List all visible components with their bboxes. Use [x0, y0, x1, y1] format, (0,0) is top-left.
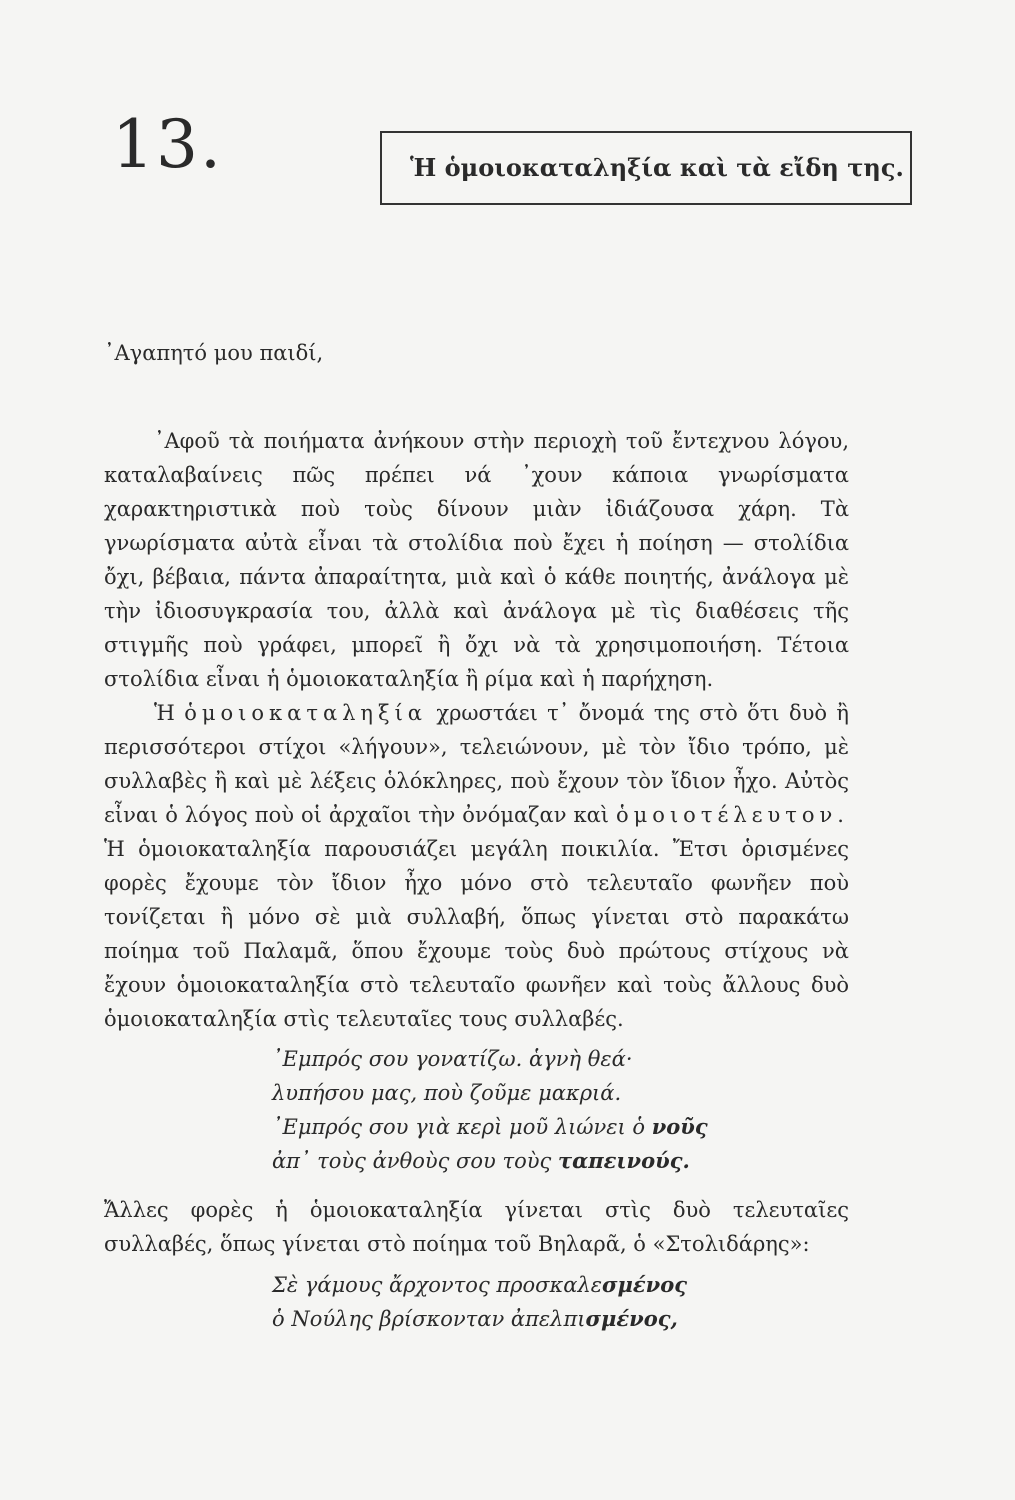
verse-2-line-1	[272, 1268, 687, 1302]
verse-2-line-2-rhyme: σμένος,	[585, 1306, 678, 1331]
verse-1-line-3-rhyme: νοῦς	[651, 1114, 708, 1139]
paragraph-2	[104, 696, 849, 1036]
verse-2-line-1-text: Σὲ γάμους ἄρχοντος προσκαλε	[272, 1273, 603, 1297]
body-text-1	[104, 424, 849, 1036]
verse-1-line-2: λυπήσου μας, ποὺ ζοῦμε μακριά.	[272, 1081, 622, 1105]
term-homoiokatalexia: ὁμοιοκαταληξία	[184, 701, 427, 725]
chapter-title-box	[380, 131, 912, 205]
paragraph-2-text-1: χρωστάει τ᾿ ὄνομά της στὸ ὅτι δυὸ ἢ περισσότεροι στίχοι «λήγουν», τελειώνουν, μὲ τὸν ἴδιο τρόπο, μὲ συλλαβὲς ἢ καὶ μὲ λέξεις ὁλόκληρες, ποὺ ἔχουν τὸν ἴδιον ἦχο. Αὐτὸς εἶναι ὁ λόγος ποὺ οἱ ἀρχαῖοι τὴν ὀνόμαζαν καὶ	[104, 701, 849, 827]
salutation: ᾿Αγαπητό μου παιδί,	[104, 341, 324, 365]
verse-1-line-3	[272, 1110, 708, 1144]
verse-1-line-4-rhyme: ταπεινούς.	[557, 1148, 690, 1173]
verse-2-line-1-rhyme: σμένος	[602, 1272, 688, 1297]
verse-1-line-1: ᾿Εμπρός σου γονατίζω. ἁγνὴ θεά·	[272, 1047, 633, 1071]
body-text-2	[104, 1193, 849, 1261]
verse-vilaras	[272, 1268, 687, 1336]
paragraph-3: Ἄλλες φορὲς ἡ ὁμοιοκαταληξία γίνεται στὶς δυὸ τελευταῖες συλλαβές, ὅπως γίνεται στὸ ποίημα τοῦ Βηλαρᾶ, ὁ «Στολιδάρης»:	[104, 1198, 849, 1256]
paragraph-2-lead: Ἡ	[154, 701, 175, 725]
verse-2-line-2	[272, 1302, 687, 1336]
verse-2-line-2-text: ὁ Νούλης βρίσκονταν ἀπελπι	[272, 1307, 586, 1331]
chapter-number: 13.	[112, 106, 223, 183]
paragraph-2-text-2: Ἡ ὁμοιοκαταληξία παρουσιάζει μεγάλη ποικιλία. Ἔτσι ὁρισμένες φορὲς ἔχουμε τὸν ἴδιον ἦχο μόνο στὸ τελευταῖο φωνῆεν ποὺ τονίζεται ἢ μόνο σὲ μιὰ συλλαβή, ὅπως γίνεται στὸ παρακάτω ποίημα τοῦ Παλαμᾶ, ὅπου ἔχουμε τοὺς δυὸ πρώτους στίχους νὰ ἔχουν ὁμοιοκαταληξία στὸ τελευταῖο φωνῆεν καὶ τοὺς ἄλλους δυὸ ὁμοιοκαταληξία στὶς τελευταῖες τους συλλαβές.	[104, 837, 849, 1031]
verse-1-line-4-text: ἀπ᾿ τοὺς ἀνθοὺς σου τοὺς	[272, 1149, 558, 1173]
verse-palamas	[272, 1042, 708, 1178]
paragraph-1: ᾿Αφοῦ τὰ ποιήματα ἀνήκουν στὴν περιοχὴ τοῦ ἔντεχνου λόγου, καταλαβαίνεις πῶς πρέπει νά ᾿χουν κάποια γνωρίσματα χαρακτηριστικὰ ποὺ τοὺς δίνουν μιὰν ἰδιάζουσα χάρη. Τὰ γνωρίσματα αὐτὰ εἶναι τὰ στολίδια ποὺ ἔχει ἡ ποίηση — στολίδια ὄχι, βέβαια, πάντα ἀπαραίτητα, μιὰ καὶ ὁ κάθε ποιητής, ἀνάλογα μὲ τὴν ἰδιοσυγκρασία του, ἀλλὰ καὶ ἀνάλογα μὲ τὶς διαθέσεις τῆς στιγμῆς ποὺ γράφει, μπορεῖ ἢ ὄχι νὰ τὰ χρησιμοποιήση. Τέτοια στολίδια εἶναι ἡ ὁμοιοκαταληξία ἢ ρίμα καὶ ἡ παρήχηση.	[104, 429, 849, 691]
chapter-title: Ἡ ὁμοιοκαταληξία καὶ τὰ εἴδη της.	[410, 153, 904, 182]
verse-1-line-4	[272, 1144, 708, 1178]
term-homoioteleuton: ὁμοιοτέλευτον.	[616, 803, 849, 827]
verse-1-line-3-text: ᾿Εμπρός σου γιὰ κερὶ μοῦ λιώνει ὁ	[272, 1115, 652, 1139]
